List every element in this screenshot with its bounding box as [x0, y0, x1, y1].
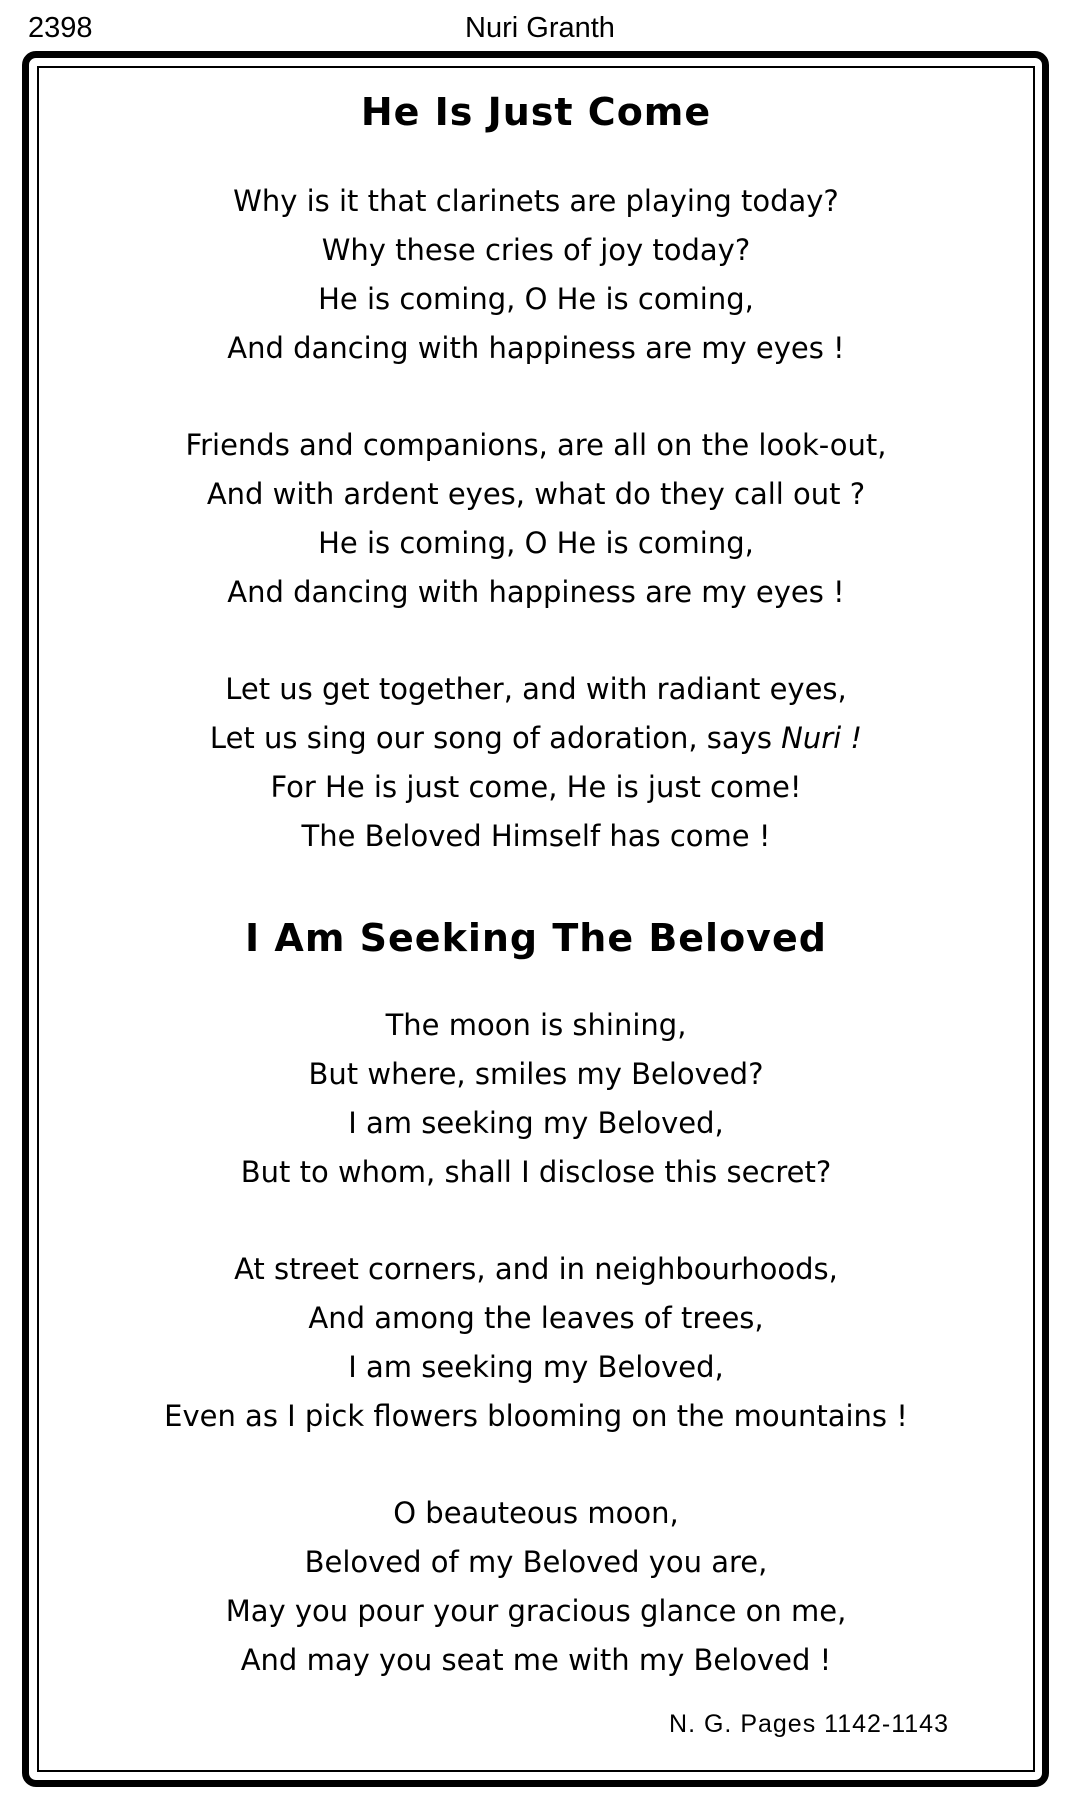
poem-line: And dancing with happiness are my eyes ! [227, 575, 845, 609]
poem-line: The Beloved Himself has come ! [301, 819, 771, 853]
poem-line: Even as I pick flowers blooming on the mountains ! [164, 1399, 908, 1433]
poem-line [37, 714, 1035, 763]
poem-line-text: Let us sing our song of adoration, says [209, 721, 772, 755]
poem-line: And dancing with happiness are my eyes ! [227, 331, 845, 365]
poet-name: Nuri ! [781, 721, 863, 755]
poem-line: Why these cries of joy today? [321, 233, 751, 267]
poem-line: O beauteous moon, [393, 1496, 679, 1530]
poem-title: He Is Just Come [360, 90, 712, 134]
poem-line: He is coming, O He is coming, [318, 526, 754, 560]
poem-line: May you pour your gracious glance on me, [225, 1594, 847, 1628]
book-title: Nuri Granth [465, 12, 615, 44]
poem-line: He is coming, O He is coming, [318, 282, 754, 316]
stanza [37, 421, 1035, 617]
poem-line: And among the leaves of trees, [308, 1301, 764, 1335]
poem-line: And may you seat me with my Beloved ! [240, 1643, 832, 1677]
poem-line: For He is just come, He is just come! [270, 770, 802, 804]
poem-line: Beloved of my Beloved you are, [304, 1545, 768, 1579]
poem-line: But where, smiles my Beloved? [308, 1057, 764, 1091]
stanza [37, 177, 1035, 373]
stanza [37, 665, 1035, 861]
poem-line: Let us get together, and with radiant eyes, [225, 672, 847, 706]
poem-line: Why is it that clarinets are playing today? [233, 184, 839, 218]
poem-line: I am seeking my Beloved, [348, 1350, 724, 1384]
stanza [37, 1489, 1035, 1685]
poem-line: At street corners, and in neighbourhoods, [234, 1252, 838, 1286]
poem-line: And with ardent eyes, what do they call out ? [206, 477, 866, 511]
page-content [37, 0, 1035, 1799]
page-number: 2398 [28, 12, 93, 44]
page-reference: N. G. Pages 1142-1143 [669, 1710, 949, 1738]
poem-line: But to whom, shall I disclose this secret? [240, 1155, 832, 1189]
poem-line: Friends and companions, are all on the look-out, [185, 428, 887, 462]
poem-line: I am seeking my Beloved, [348, 1106, 724, 1140]
stanza [37, 1245, 1035, 1441]
poem-title: I Am Seeking The Beloved [245, 916, 827, 960]
stanza [37, 1001, 1035, 1197]
poem-line: The moon is shining, [385, 1008, 687, 1042]
